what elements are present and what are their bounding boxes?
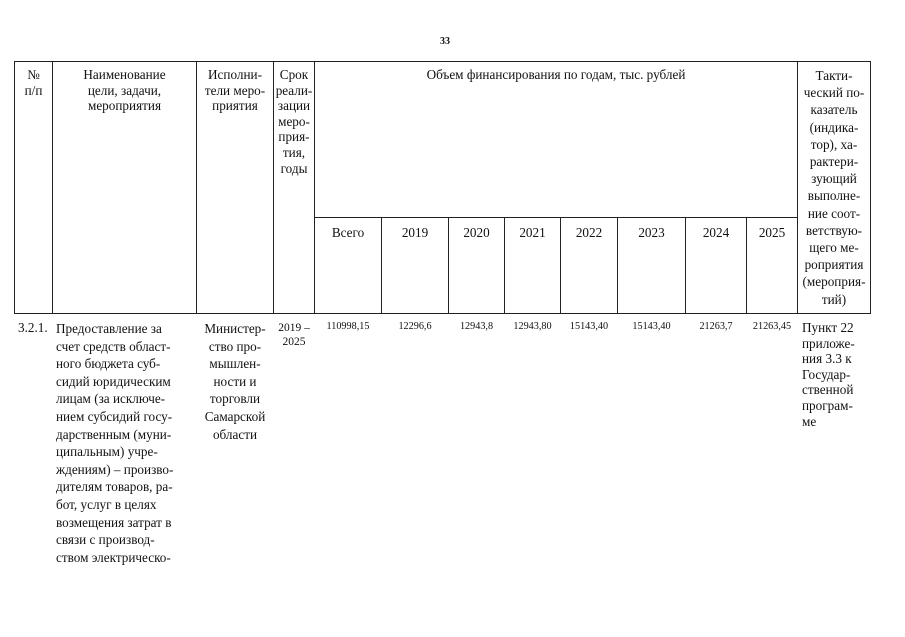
col-border-4 <box>314 61 315 314</box>
header-bottom-border <box>14 313 871 314</box>
page-number: 33 <box>440 36 450 47</box>
row-value-2021: 12943,80 <box>513 321 552 332</box>
header-name: Наименование цели, задачи, мероприятия <box>83 67 166 114</box>
header-year-2022: 2022 <box>575 225 603 240</box>
row-value-2024: 21263,7 <box>699 321 733 332</box>
row-value-2023: 15143,40 <box>632 321 671 332</box>
years-header-divider <box>314 217 798 218</box>
header-executors: Исполни- тели меро- приятия <box>204 67 266 114</box>
col-border-0 <box>14 61 15 314</box>
header-funding: Объем финансирования по годам, тыс. рублей <box>426 67 686 82</box>
header-year-2023: 2023 <box>638 225 665 240</box>
header-year-2019: 2019 <box>401 225 429 240</box>
row-name: Предоставление за счет средств област- ного бюджета суб- сидий юридическим лицам (за исключе- нием субсидий госу- дарственным (муни- ципальным) учре- ждениям) – произво- дителям товаров, ра- бот, услуг в целях возмещения затрат в связи с производ- ством электрическо- <box>56 321 174 565</box>
col-border-13 <box>870 61 871 314</box>
header-num: № п/п <box>24 67 43 98</box>
header-total: Всего <box>331 225 365 240</box>
row-value-2019: 12296,6 <box>398 321 432 332</box>
row-value-2020: 12943,8 <box>459 321 494 332</box>
row-value-2022: 15143,40 <box>569 321 609 332</box>
header-year-2025: 2025 <box>758 225 786 240</box>
table-top-border <box>14 61 871 62</box>
row-num: 3.2.1. <box>18 320 48 335</box>
header-term: Срок реали- зации меро- прия- тия, годы <box>275 67 313 176</box>
row-total: 110998,15 <box>326 321 370 332</box>
header-year-2024: 2024 <box>702 225 730 240</box>
header-year-2020: 2020 <box>463 225 490 240</box>
row-indicator: Пункт 22 приложе- ния 3.3 к Государ- ственной програм- ме <box>802 320 855 429</box>
row-term: 2019 – 2025 <box>278 322 310 348</box>
row-value-2025: 21263,45 <box>752 321 792 332</box>
header-indicator: Такти- ческий по- казатель (индика- тор), ха- рактери- зующий выполне- ние соот- ветствую- щего ме- роприятия (мероприя- тий) <box>802 68 866 307</box>
header-year-2021: 2021 <box>519 225 546 240</box>
row-executor: Министер- ство про- мышлен- ности и торговли Самарской области <box>204 321 266 442</box>
